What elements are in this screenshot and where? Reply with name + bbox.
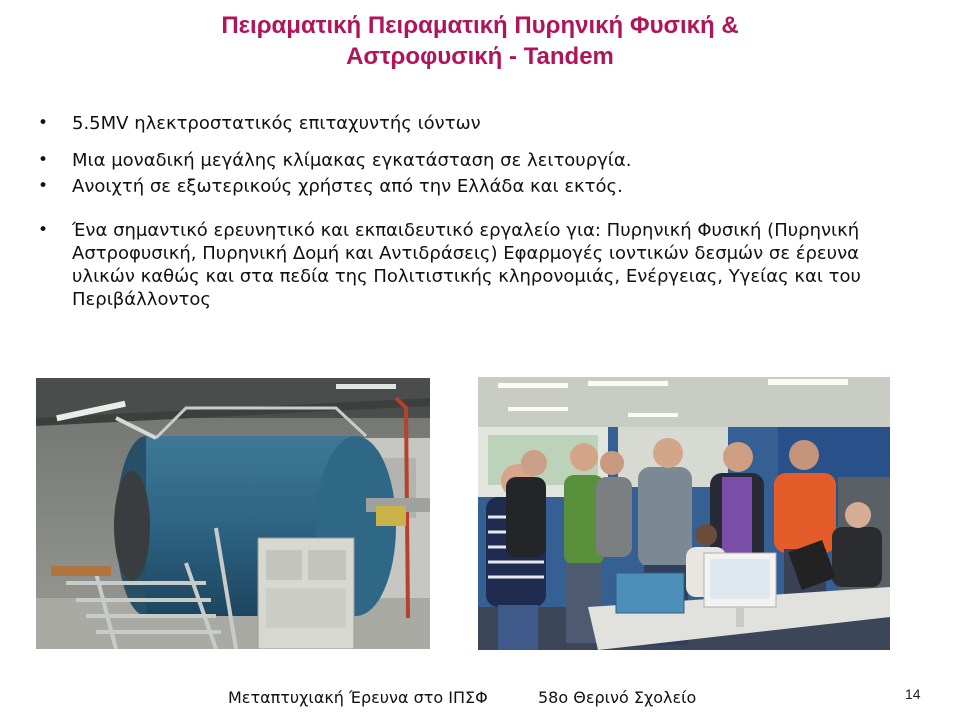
bullet-list <box>36 112 916 311</box>
lab-group-photo <box>478 377 890 650</box>
bullet-dot-icon: • <box>38 220 49 240</box>
bullet-item <box>36 175 916 198</box>
bullet-text: 5.5MV ηλεκτροστατικός επιταχυντής ιόντων <box>72 113 481 134</box>
tandem-accelerator-photo <box>36 378 430 649</box>
bullet-dot-icon: • <box>38 150 49 170</box>
page-number: 14 <box>905 686 921 702</box>
slide-title-line-1: Πειραματική Πειραματική Πυρηνική Φυσική & <box>221 12 739 39</box>
lab-group-illustration <box>478 377 890 650</box>
bullet-dot-icon: • <box>38 176 49 196</box>
bullet-text: Ένα σημαντικό ερευνητικό και εκπαιδευτικό εργαλείο για: Πυρηνική Φυσική (Πυρηνική Αστροφυσική, Πυρηνική Δομή και Αντιδράσεις) Εφαρμογές ιοντικών δεσμών σε έρευνα υλικών καθώς και στα πεδία της Πολιτιστικής κληρονομιάς, Ενέργειας, Υγείας και του Περιβάλλοντος <box>72 220 861 310</box>
bullet-text: Μια μοναδική μεγάλης κλίμακας εγκατάσταση σε λειτουργία. <box>72 150 632 171</box>
tandem-accelerator-illustration <box>36 378 430 649</box>
bullet-text: Ανοιχτή σε εξωτερικούς χρήστες από την Ελλάδα και εκτός. <box>72 176 623 197</box>
bullet-item <box>36 219 916 311</box>
slide-title-line-2: Αστροφυσική - Tandem <box>346 43 614 70</box>
bullet-item <box>36 112 916 135</box>
slide-title <box>0 10 960 72</box>
bullet-item <box>36 149 916 172</box>
footer-left-text: Μεταπτυχιακή Έρευνα στο ΙΠΣΦ <box>228 688 488 707</box>
bullet-dot-icon: • <box>38 113 49 133</box>
footer-right-text: 58ο Θερινό Σχολείο <box>538 688 697 707</box>
